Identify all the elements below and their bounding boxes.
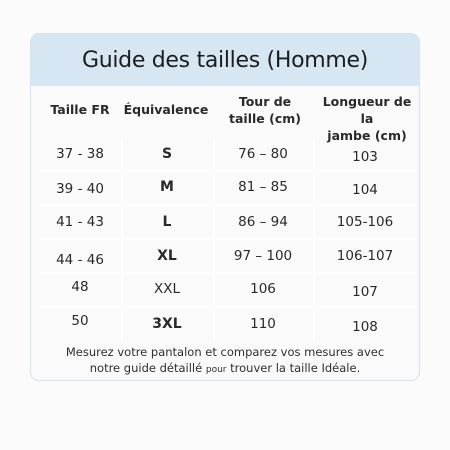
column-header-longueur <box>315 93 419 144</box>
page-title: Guide des tailles (Homme) <box>81 47 369 73</box>
cell-longueur: 105-106 <box>336 214 394 230</box>
cell-tour-de-taille: 86 – 94 <box>238 214 288 230</box>
column-header-taille-fr: Taille FR <box>50 102 110 117</box>
cell-taille-fr: 37 - 38 <box>56 146 104 162</box>
column-header-equivalence: Équivalence <box>123 102 209 117</box>
cell-taille-fr: 50 <box>71 313 89 329</box>
column-header-longueur-line1: Longueur de la <box>322 94 412 126</box>
row-divider <box>39 204 417 206</box>
column-header-longueur-line2: jambe (cm) <box>327 128 407 143</box>
column-divider <box>313 138 315 341</box>
cell-equivalence: 3XL <box>152 316 182 332</box>
card-header <box>31 34 419 86</box>
cell-longueur: 108 <box>352 319 378 335</box>
footer-note-part-c: trouver la taille Idéale. <box>230 361 361 375</box>
cell-longueur: 103 <box>352 149 378 165</box>
cell-tour-de-taille: 81 – 85 <box>238 179 288 195</box>
row-divider <box>39 170 417 172</box>
size-table <box>39 138 417 341</box>
cell-longueur: 107 <box>352 284 378 300</box>
cell-tour-de-taille: 76 – 80 <box>238 146 288 162</box>
footer-note-line1: Mesurez votre pantalon et comparez vos mesures avec <box>65 345 385 359</box>
column-header-tour-de-taille <box>217 93 313 127</box>
cell-equivalence: XL <box>157 248 177 264</box>
cell-taille-fr: 41 - 43 <box>56 214 104 230</box>
cell-equivalence: L <box>162 214 172 230</box>
footer-note-part-b: pour <box>205 365 227 375</box>
cell-taille-fr: 44 - 46 <box>56 252 104 268</box>
cell-taille-fr: 48 <box>71 279 89 295</box>
cell-equivalence: S <box>161 146 173 162</box>
cell-equivalence: M <box>160 179 174 195</box>
column-divider <box>213 138 215 341</box>
footer-note-part-a: notre guide détaillé <box>89 361 203 375</box>
cell-longueur: 106-107 <box>336 248 394 264</box>
row-divider <box>39 272 417 274</box>
row-divider <box>39 238 417 240</box>
cell-tour-de-taille: 106 <box>250 281 276 297</box>
column-divider <box>121 138 123 341</box>
column-header-tour-line1: Tour de <box>238 94 292 109</box>
cell-tour-de-taille: 110 <box>250 316 276 332</box>
column-header-tour-line2: taille (cm) <box>229 111 301 126</box>
cell-tour-de-taille: 97 – 100 <box>233 248 293 264</box>
cell-equivalence: XXL <box>153 281 181 297</box>
footer-note-line2 <box>31 360 419 378</box>
size-guide-card <box>30 33 420 381</box>
cell-taille-fr: 39 - 40 <box>56 181 104 197</box>
cell-longueur: 104 <box>352 182 378 198</box>
row-divider <box>39 306 417 308</box>
